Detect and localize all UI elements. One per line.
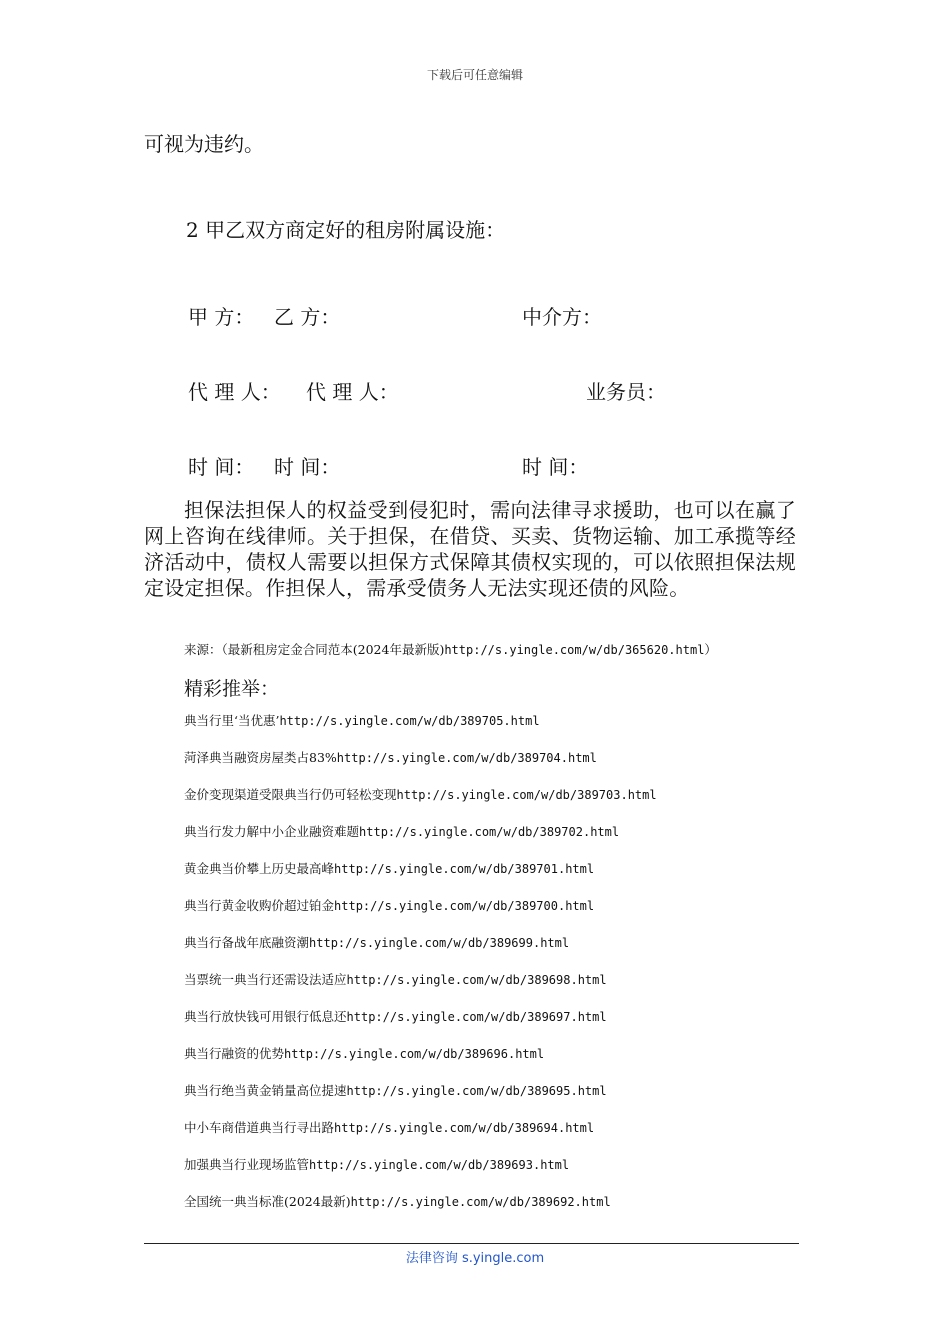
rec-title-text: 菏泽典当融资房屋类占83% <box>184 750 337 765</box>
rec-link[interactable]: http://s.yingle.com/w/db/389692.html <box>350 1195 611 1209</box>
rec-link[interactable]: http://s.yingle.com/w/db/389704.html <box>336 751 597 765</box>
list-item[interactable] <box>184 1081 657 1118</box>
rec-title-text: 典当行黄金收购价超过铂金 <box>184 898 335 913</box>
rec-title-text: 金价变现渠道受限典当行仍可轻松变现 <box>184 787 397 802</box>
page-header: 下载后可任意编辑 <box>426 68 523 82</box>
list-item[interactable] <box>184 896 657 933</box>
rec-link[interactable]: http://s.yingle.com/w/db/389697.html <box>346 1010 607 1024</box>
rec-title-text: 典当行里‘当优惠’ <box>184 713 280 728</box>
footer-divider <box>144 1243 799 1244</box>
rec-title-text: 黄金典当价攀上历史最高峰 <box>184 861 335 876</box>
recommendations-title: 精彩推举： <box>184 678 280 700</box>
list-item[interactable] <box>184 748 657 785</box>
time-a-label: 时 间： <box>188 455 255 479</box>
rep-b-label: 代 理 人： <box>306 380 399 404</box>
footer-link[interactable]: 法律咨询 s.yingle.com <box>405 1251 545 1266</box>
time-b-label: 时 间： <box>274 455 341 479</box>
source-link[interactable]: http://s.yingle.com/w/db/365620.html <box>444 643 705 657</box>
rec-title-text: 典当行备战年底融资潮 <box>184 935 310 950</box>
list-item[interactable] <box>184 933 657 970</box>
rec-link[interactable]: http://s.yingle.com/w/db/389701.html <box>334 862 595 876</box>
rec-title-text: 全国统一典当标准(2024最新) <box>184 1194 351 1209</box>
rec-link[interactable]: http://s.yingle.com/w/db/389696.html <box>284 1047 545 1061</box>
list-item[interactable] <box>184 711 657 748</box>
list-item[interactable] <box>184 1118 657 1155</box>
rec-link[interactable]: http://s.yingle.com/w/db/389705.html <box>279 714 540 728</box>
list-item[interactable] <box>184 822 657 859</box>
rec-link[interactable]: http://s.yingle.com/w/db/389703.html <box>396 788 657 802</box>
list-item[interactable] <box>184 970 657 1007</box>
rep-a-label: 代 理 人： <box>188 380 281 404</box>
rec-title-text: 中小车商借道典当行寻出路 <box>184 1120 335 1135</box>
rec-title-text: 当票统一典当行还需设法适应 <box>184 972 347 987</box>
rec-link[interactable]: http://s.yingle.com/w/db/389693.html <box>309 1158 570 1172</box>
rec-title-text: 典当行融资的优势 <box>184 1046 285 1061</box>
rec-link[interactable]: http://s.yingle.com/w/db/389702.html <box>359 825 620 839</box>
rec-link[interactable]: http://s.yingle.com/w/db/389694.html <box>334 1121 595 1135</box>
list-item[interactable] <box>184 1192 657 1229</box>
recommendations-list <box>184 711 657 1229</box>
rec-link[interactable]: http://s.yingle.com/w/db/389695.html <box>346 1084 607 1098</box>
source-line <box>184 640 717 658</box>
list-item[interactable] <box>184 859 657 896</box>
clerk-label: 业务员： <box>586 380 666 404</box>
agent-label: 中介方： <box>522 305 602 329</box>
list-item[interactable] <box>184 1007 657 1044</box>
party-b-label: 乙 方： <box>274 305 341 329</box>
source-suffix: ） <box>704 642 717 657</box>
party-a-label: 甲 方： <box>188 305 255 329</box>
time-c-label: 时 间： <box>522 455 589 479</box>
source-prefix: 来源：（最新租房定金合同范本(2024年最新版) <box>184 642 445 657</box>
continuation-text: 可视为违约。 <box>144 132 264 156</box>
list-item[interactable] <box>184 785 657 822</box>
guarantee-paragraph: 担保法担保人的权益受到侵犯时，需向法律寻求援助，也可以在赢了网上咨询在线律师。关于担保，在借贷、买卖、货物运输、加工承揽等经济活动中，债权人需要以担保方式保障其债权实现的，可以依照担保法规定设定担保。作担保人，需承受债务人无法实现还债的风险。 <box>144 498 796 600</box>
item-2-heading: 2 甲乙双方商定好的租房附属设施： <box>186 218 506 242</box>
list-item[interactable] <box>184 1155 657 1192</box>
rec-link[interactable]: http://s.yingle.com/w/db/389698.html <box>346 973 607 987</box>
list-item[interactable] <box>184 1044 657 1081</box>
rec-link[interactable]: http://s.yingle.com/w/db/389700.html <box>334 899 595 913</box>
rec-title-text: 加强典当行业现场监管 <box>184 1157 310 1172</box>
rec-title-text: 典当行发力解中小企业融资难题 <box>184 824 360 839</box>
rec-link[interactable]: http://s.yingle.com/w/db/389699.html <box>309 936 570 950</box>
rec-title-text: 典当行绝当黄金销量高位提速 <box>184 1083 347 1098</box>
rec-title-text: 典当行放快钱可用银行低息还 <box>184 1009 347 1024</box>
